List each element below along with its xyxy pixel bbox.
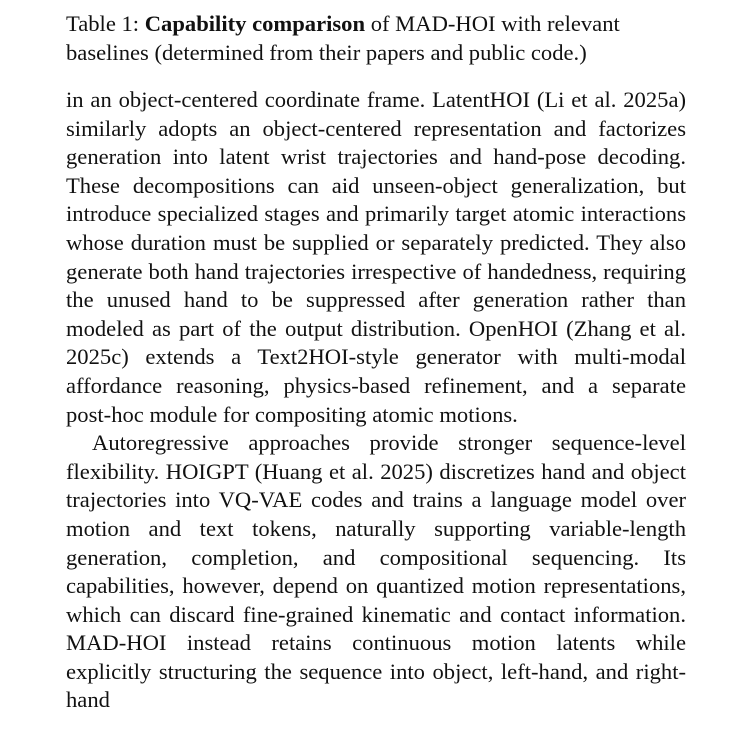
caption-label: Table 1: bbox=[66, 11, 145, 36]
paragraph-related-work: in an object-centered coordinate frame. LatentHOI (Li et al. 2025a) similarly adopts an object-centered representation and factorizes generation into latent wrist trajectories and hand-pose decoding. These decompositions can aid unseen-object generalization, but introduce specialized stages and primarily target atomic interactions whose duration must be supplied or separately predicted. They also generate both hand trajectories irrespective of handedness, requiring the unused hand to be suppressed after generation rather than modeled as part of the output distribution. OpenHOI (Zhang et al. 2025c) extends a Text2HOI-style generator with multi-modal affordance reasoning, physics-based refinement, and a separate post-hoc module for compositing atomic motions. bbox=[66, 87, 686, 427]
paper-page bbox=[66, 9, 686, 715]
body-text bbox=[66, 86, 686, 715]
table-caption bbox=[66, 9, 686, 67]
caption-text: of MAD-HOI with relevant baselines (determined from their papers and public code.) bbox=[66, 11, 620, 65]
caption-bold-title: Capability comparison bbox=[144, 11, 366, 36]
paragraph-autoregressive: Autoregressive approaches provide stronger sequence-level flexibility. HOIGPT (Huang et al. 2025) discretizes hand and object trajectories into VQ-VAE codes and trains a language model over motion and text tokens, naturally supporting variable-length generation, completion, and compositional sequencing. Its capabilities, however, depend on quantized motion representations, which can discard fine-grained kinematic and contact information. MAD-HOI instead retains continuous motion latents while explicitly structuring the sequence into object, left-hand, and right-hand bbox=[66, 430, 686, 713]
